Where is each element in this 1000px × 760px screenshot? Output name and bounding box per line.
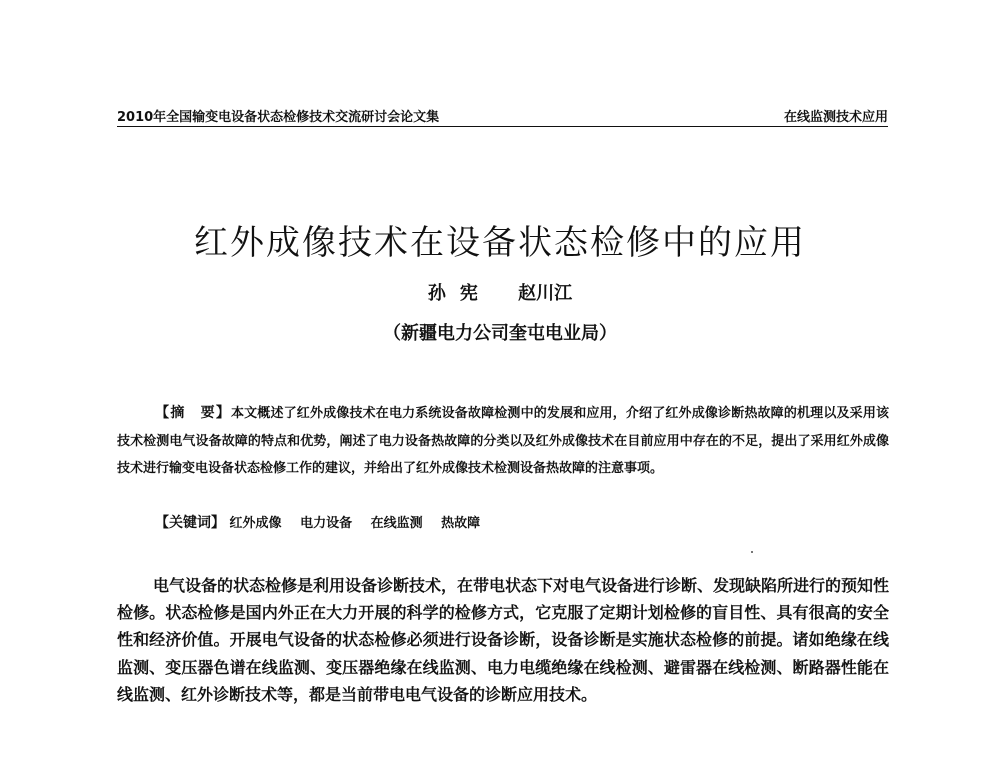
abstract-label: 【摘 要】	[155, 405, 231, 421]
keyword: 电力设备	[300, 516, 353, 531]
body-paragraph-text: 电气设备的状态检修是利用设备诊断技术，在带电状态下对电气设备进行诊断、发现缺陷所进行的预知性检修。状态检修是国内外正在大力开展的科学的检修方式，它克服了定期计划检修的盲目性、具有很高的安全性和经济价值。开展电气设备的状态检修必须进行设备诊断，设备诊断是实施状态检修的前提。诸如绝缘在线监测、变压器色谱在线监测、变压器绝缘在线监测、电力电缆绝缘在线检测、避雷器在线检测、断路器性能在线监测、红外诊断技术等，都是当前带电电气设备的诊断应用技术。	[117, 576, 890, 704]
keyword: 红外成像	[229, 516, 282, 531]
keywords-label: 【关键词】	[155, 515, 225, 531]
proceedings-title: 2010年全国输变电设备状态检修技术交流研讨会论文集	[117, 110, 440, 125]
abstract	[117, 400, 889, 483]
author-name: 孙宪	[427, 283, 492, 304]
scan-speck	[751, 551, 753, 553]
keywords	[155, 512, 494, 532]
body-paragraph	[117, 572, 889, 708]
authors	[0, 279, 1000, 305]
paper-title: 红外成像技术在设备状态检修中的应用	[194, 222, 806, 263]
section-title: 在线监测技术应用	[783, 110, 888, 125]
affiliation: （新疆电力公司奎屯电业局）	[383, 323, 617, 344]
keyword: 热故障	[441, 516, 481, 531]
keyword: 在线监测	[370, 516, 423, 531]
abstract-text: 本文概述了红外成像技术在电力系统设备故障检测中的发展和应用，介绍了红外成像诊断热故障的机理以及采用该技术检测电气设备故障的特点和优势，阐述了电力设备热故障的分类以及红外成像技术在目前应用中存在的不足，提出了采用红外成像技术进行输变电设备状态检修工作的建议，并给出了红外成像技术检测设备热故障的注意事项。	[117, 406, 889, 476]
running-header	[117, 104, 888, 127]
author-name: 赵川江	[518, 283, 573, 304]
